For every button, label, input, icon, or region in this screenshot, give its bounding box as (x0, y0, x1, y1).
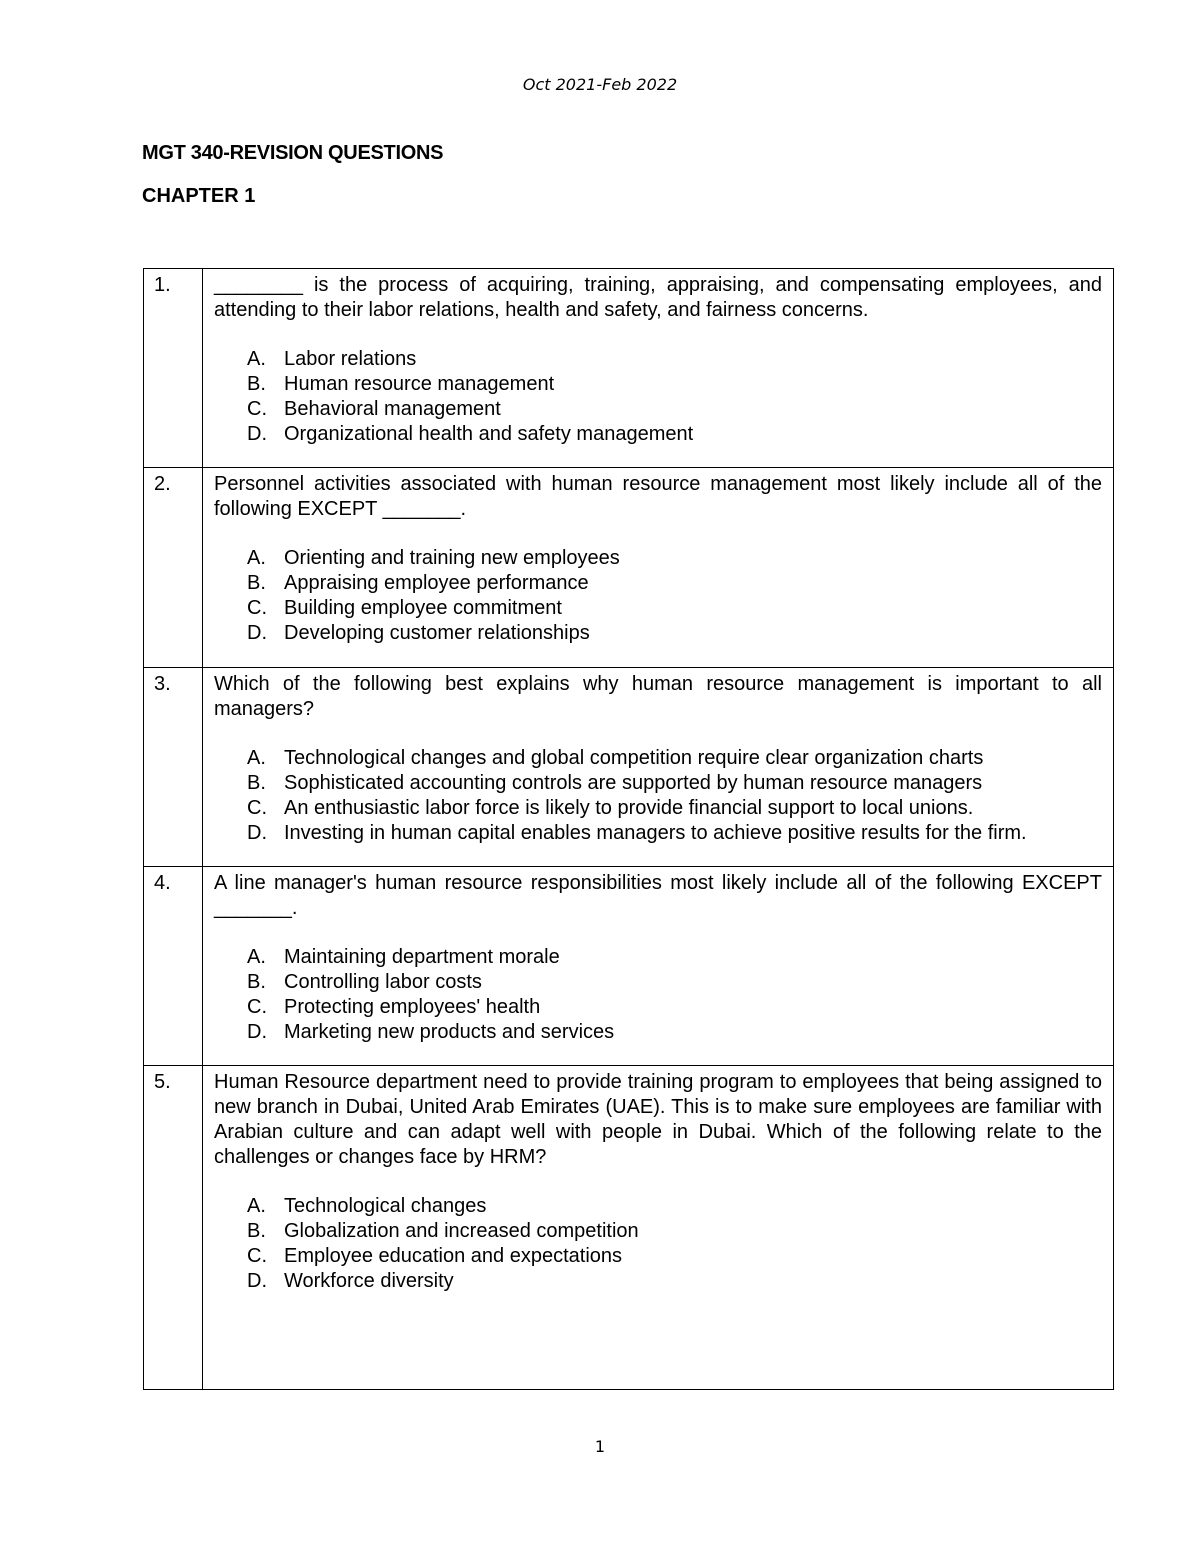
option-letter: B. (247, 772, 266, 794)
option-text: Labor relations (284, 348, 417, 370)
question-cell (203, 468, 1114, 668)
question-stem: Which of the following best explains why human resource management is important to all managers? (214, 673, 1102, 720)
option-letter: D. (247, 423, 267, 445)
answer-options (214, 347, 1102, 447)
question-number: 4. (144, 867, 203, 1066)
question-number: 1. (144, 269, 203, 468)
option-letter: B. (247, 373, 266, 395)
option-letter: A. (247, 547, 266, 569)
question-number: 2. (144, 468, 203, 668)
option-text: Controlling labor costs (284, 971, 482, 993)
option-letter: B. (247, 572, 266, 594)
option-text: Building employee commitment (284, 597, 562, 619)
answer-option (247, 1020, 1102, 1045)
question-number: 3. (144, 668, 203, 867)
answer-option (247, 546, 1102, 571)
answer-option (247, 422, 1102, 447)
question-stem: A line manager's human resource responsibilities most likely include all of the following EXCEPT _______. (214, 872, 1102, 919)
answer-option (247, 945, 1102, 970)
option-letter: A. (247, 1195, 266, 1217)
option-text: Globalization and increased competition (284, 1220, 639, 1242)
question-cell (203, 1066, 1114, 1390)
answer-option (247, 596, 1102, 621)
option-letter: B. (247, 1220, 266, 1242)
option-letter: A. (247, 348, 266, 370)
option-letter: D. (247, 622, 267, 644)
option-letter: B. (247, 971, 266, 993)
option-text: Sophisticated accounting controls are supported by human resource managers (284, 772, 983, 794)
answer-options (214, 746, 1102, 846)
question-stem: Personnel activities associated with human resource management most likely include all of the following EXCEPT _______. (214, 473, 1102, 520)
answer-option (247, 1244, 1102, 1269)
answer-option (247, 1219, 1102, 1244)
question-cell (203, 668, 1114, 867)
option-letter: C. (247, 996, 267, 1018)
answer-options (214, 945, 1102, 1045)
option-letter: C. (247, 1245, 267, 1267)
option-text: Organizational health and safety management (284, 423, 694, 445)
question-stem: ________ is the process of acquiring, training, appraising, and compensating employees, and attending to their labor relations, health and safety, and fairness concerns. (214, 274, 1102, 321)
option-text: Maintaining department morale (284, 946, 560, 968)
option-letter: A. (247, 747, 266, 769)
answer-option (247, 372, 1102, 397)
option-text: Employee education and expectations (284, 1245, 623, 1267)
option-letter: D. (247, 822, 267, 844)
question-row (144, 468, 1114, 668)
question-row (144, 1066, 1114, 1390)
chapter-heading: CHAPTER 1 (142, 185, 256, 207)
option-letter: C. (247, 597, 267, 619)
question-cell (203, 867, 1114, 1066)
answer-option (247, 746, 1102, 771)
answer-option (247, 1194, 1102, 1219)
question-row (144, 668, 1114, 867)
answer-option (247, 995, 1102, 1020)
question-row (144, 867, 1114, 1066)
option-text: Protecting employees' health (284, 996, 541, 1018)
answer-option (247, 796, 1102, 821)
answer-option (247, 347, 1102, 372)
question-stem: Human Resource department need to provide training program to employees that being assigned to new branch in Dubai, United Arab Emirates (UAE). This is to make sure employees are familiar with Arabian culture and can adapt well with people in Dubai. Which of the following relate to the challenges or changes face by HRM? (214, 1071, 1102, 1168)
answer-options (214, 546, 1102, 646)
answer-option (247, 821, 1102, 846)
option-text: Marketing new products and services (284, 1021, 615, 1043)
answer-option (247, 771, 1102, 796)
document-title: MGT 340-REVISION QUESTIONS (142, 142, 444, 164)
option-letter: C. (247, 797, 267, 819)
option-text: Appraising employee performance (284, 572, 589, 594)
question-number: 5. (144, 1066, 203, 1390)
option-letter: A. (247, 946, 266, 968)
option-text: An enthusiastic labor force is likely to provide financial support to local unions. (284, 797, 974, 819)
option-text: Workforce diversity (284, 1270, 454, 1292)
option-letter: D. (247, 1021, 267, 1043)
option-text: Developing customer relationships (284, 622, 590, 644)
header-date-range: Oct 2021-Feb 2022 (522, 75, 678, 94)
answer-options (214, 1194, 1102, 1294)
option-text: Behavioral management (284, 398, 501, 420)
answer-option (247, 1269, 1102, 1294)
question-row (144, 269, 1114, 468)
question-cell (203, 269, 1114, 468)
option-letter: D. (247, 1270, 267, 1292)
answer-option (247, 571, 1102, 596)
answer-option (247, 621, 1102, 646)
option-text: Technological changes (284, 1195, 487, 1217)
option-text: Technological changes and global competition require clear organization charts (284, 747, 984, 769)
page-number: 1 (594, 1437, 606, 1456)
answer-option (247, 970, 1102, 995)
questions-table (143, 268, 1114, 1390)
option-letter: C. (247, 398, 267, 420)
option-text: Investing in human capital enables managers to achieve positive results for the firm. (284, 822, 1027, 844)
option-text: Orienting and training new employees (284, 547, 620, 569)
option-text: Human resource management (284, 373, 555, 395)
answer-option (247, 397, 1102, 422)
